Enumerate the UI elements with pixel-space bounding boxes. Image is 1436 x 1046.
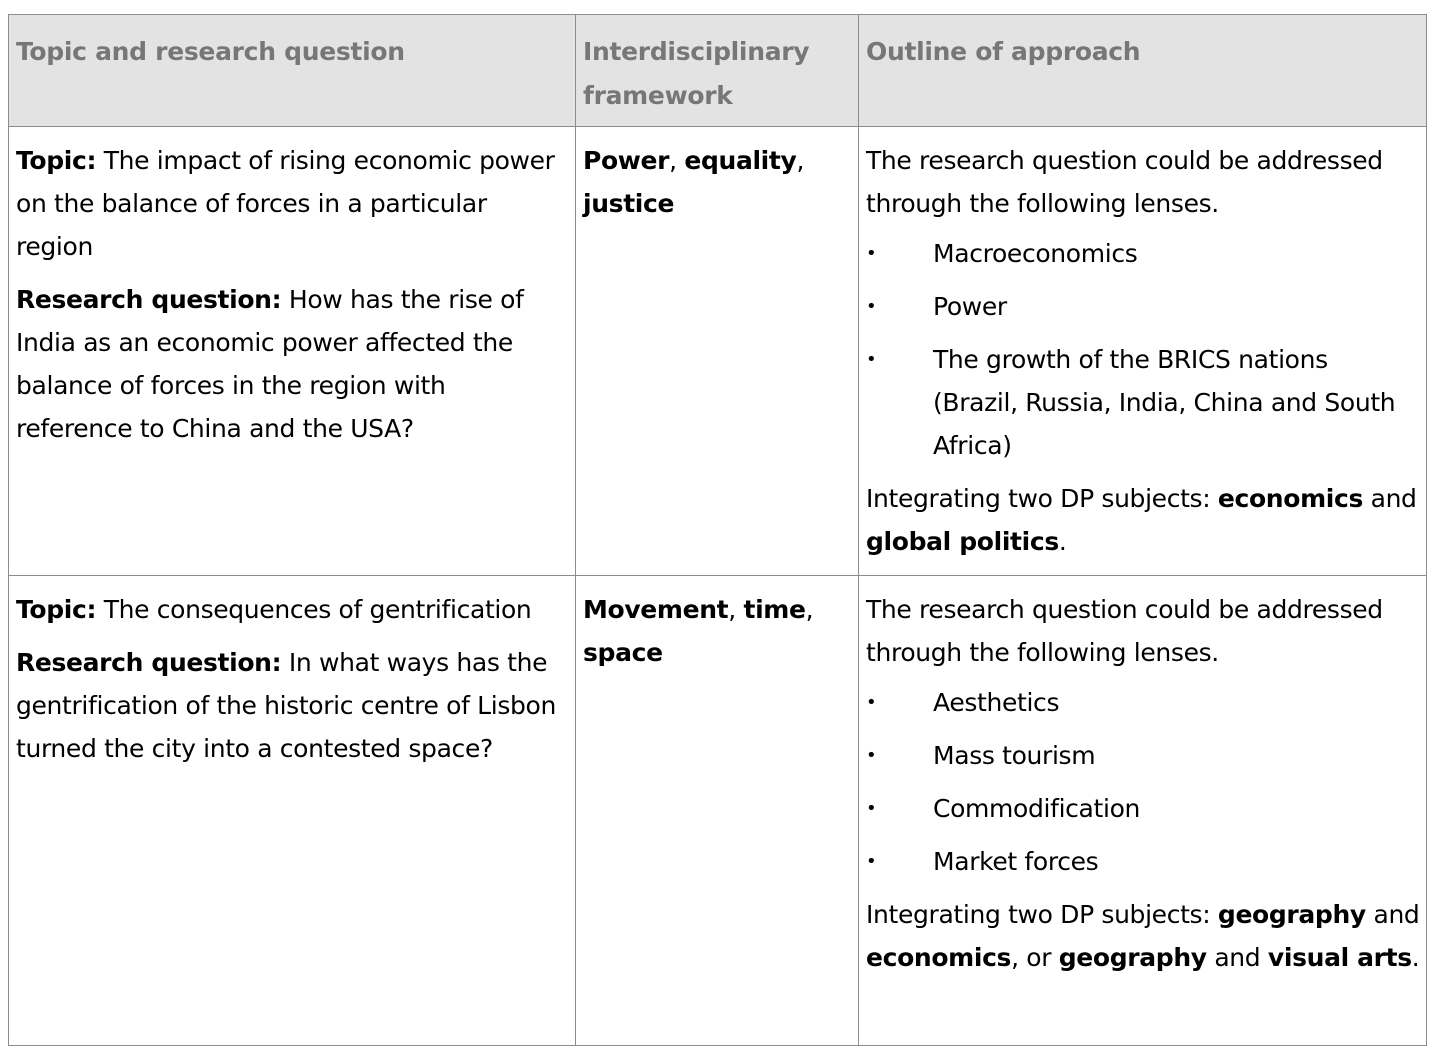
- list-item: [866, 285, 1420, 328]
- bullet-icon: •: [866, 798, 877, 819]
- subjects-connector: and: [1365, 900, 1420, 929]
- bullet-icon: •: [866, 692, 877, 713]
- subject-term: visual arts: [1267, 943, 1412, 972]
- subject-term: economics: [1217, 484, 1363, 513]
- research-question-paragraph: [16, 641, 569, 770]
- subjects-connector: and: [1206, 943, 1268, 972]
- list-item: [866, 338, 1420, 467]
- bullet-icon: •: [866, 745, 877, 766]
- lenses-list: [866, 232, 1420, 467]
- framework-term: equality: [684, 146, 797, 175]
- framework-separator: ,: [728, 595, 744, 624]
- topic-text: The impact of rising economic power on the balance of forces in a particular region: [16, 146, 555, 261]
- research-question-text: In what ways has the gentrification of the historic centre of Lisbon turned the city into a contested space?: [16, 648, 556, 763]
- lens-text: Macroeconomics: [933, 239, 1138, 268]
- lens-text: Aesthetics: [933, 688, 1060, 717]
- framework-cell: [576, 576, 859, 1046]
- bullet-icon: •: [866, 296, 877, 317]
- lens-text: Mass tourism: [933, 741, 1096, 770]
- subjects-paragraph: [866, 893, 1420, 979]
- header-row: [9, 15, 1427, 127]
- subjects-suffix: .: [1411, 943, 1420, 972]
- topic-cell: [9, 576, 576, 1046]
- header-topic-and-research-question: Topic and research question: [9, 15, 576, 127]
- subjects-suffix: .: [1058, 527, 1067, 556]
- approach-cell: [859, 127, 1427, 576]
- topic-label: Topic:: [16, 146, 97, 175]
- framework-term: Power: [583, 146, 670, 175]
- approach-intro: The research question could be addressed through the following lenses.: [866, 595, 1383, 667]
- bullet-icon: •: [866, 243, 877, 264]
- framework-separator: ,: [796, 146, 805, 175]
- subject-term: geography: [1217, 900, 1366, 929]
- subjects-paragraph: [866, 477, 1420, 563]
- header-interdisciplinary-framework: Interdisciplinary framework: [576, 15, 859, 127]
- research-examples-table: [8, 14, 1427, 1046]
- research-question-text: How has the rise of India as an economic power affected the balance of forces in the region with reference to China and the USA?: [16, 285, 524, 443]
- list-item: [866, 681, 1420, 724]
- lens-text: Commodification: [933, 794, 1141, 823]
- subject-term: geography: [1058, 943, 1207, 972]
- subject-term: global politics: [866, 527, 1059, 556]
- subjects-prefix: Integrating two DP subjects:: [866, 900, 1218, 929]
- topic-paragraph: [16, 588, 569, 631]
- research-question-label: Research question:: [16, 285, 282, 314]
- topic-label: Topic:: [16, 595, 97, 624]
- framework-term: Movement: [583, 595, 729, 624]
- table-row: [9, 127, 1427, 576]
- table-header: [9, 15, 1427, 127]
- lens-text: The growth of the BRICS nations (Brazil, Russia, India, China and South Africa): [933, 345, 1396, 460]
- list-item: [866, 734, 1420, 777]
- bullet-icon: •: [866, 851, 877, 872]
- research-question-label: Research question:: [16, 648, 282, 677]
- list-item: [866, 840, 1420, 883]
- subjects-connector: and: [1363, 484, 1417, 513]
- subjects-prefix: Integrating two DP subjects:: [866, 484, 1218, 513]
- lenses-list: [866, 681, 1420, 883]
- topic-text: The consequences of gentrification: [96, 595, 532, 624]
- list-item: [866, 232, 1420, 275]
- framework-cell: [576, 127, 859, 576]
- subjects-connector: , or: [1011, 943, 1059, 972]
- framework-term: justice: [583, 189, 675, 218]
- header-outline-of-approach: Outline of approach: [859, 15, 1427, 127]
- lens-text: Market forces: [933, 847, 1099, 876]
- bullet-icon: •: [866, 349, 877, 370]
- topic-cell: [9, 127, 576, 576]
- topic-paragraph: [16, 139, 569, 268]
- subject-term: economics: [866, 943, 1012, 972]
- framework-term: time: [743, 595, 806, 624]
- list-item: [866, 787, 1420, 830]
- framework-separator: ,: [669, 146, 685, 175]
- research-question-paragraph: [16, 278, 569, 450]
- framework-separator: ,: [805, 595, 814, 624]
- lens-text: Power: [933, 292, 1007, 321]
- table-row: [9, 576, 1427, 1046]
- framework-term: space: [583, 638, 663, 667]
- approach-intro: The research question could be addressed through the following lenses.: [866, 146, 1383, 218]
- table-body: [9, 127, 1427, 1046]
- approach-cell: [859, 576, 1427, 1046]
